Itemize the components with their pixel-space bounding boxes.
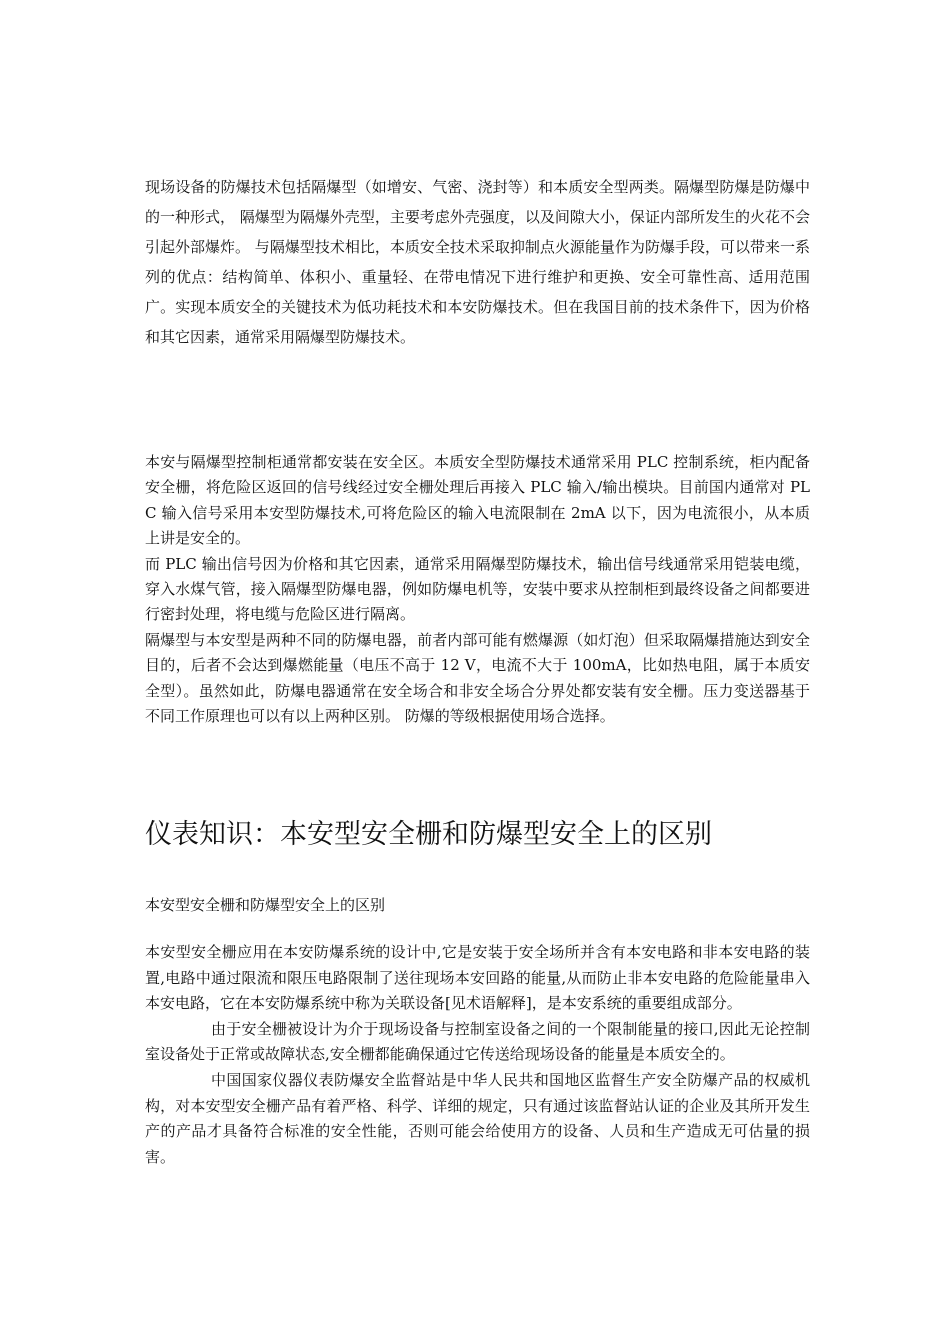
paragraph-barrier-intro: 本安型安全栅应用在本安防爆系统的设计中,它是安装于安全场所并含有本安电路和非本安电路的装置,电路中通过限流和限压电路限制了送往现场本安回路的能量,从而防止非本安电路的危险能量串入本安电路，它在本安防爆系统中称为关联设备[见术语解释]，是本安系统的重要组成部分。 [145,943,810,1013]
intro-paragraph: 现场设备的防爆技术包括隔爆型（如增安、气密、浇封等）和本质安全型两类。隔爆型防爆是防爆中的一种形式， 隔爆型为隔爆外壳型，主要考虑外壳强度，以及间隙大小，保证内部所发生的火花不会引起外部爆炸。 与隔爆型技术相比，本质安全技术采取抑制点火源能量作为防爆手段，可以带来一系列的优点：结构简单、体积小、重量轻、在带电情况下进行维护和更换、安全可靠性高、适用范围广。实现本质安全的关键技术为低功耗技术和本安防爆技术。但在我国目前的技术条件下，因为价格和其它因素，通常采用隔爆型防爆技术。 [145,178,810,346]
paragraph-barrier-interface: 由于安全栅被设计为介于现场设备与控制室设备之间的一个限制能量的接口,因此无论控制室设备处于正常或故障状态,安全栅都能确保通过它传送给现场设备的能量是本质安全的。 [145,1019,810,1064]
article-title: 仪表知识：本安型安全栅和防爆型安全上的区别 [145,819,712,850]
article-subtitle: 本安型安全栅和防爆型安全上的区别 [145,896,386,914]
paragraph-supervision-station: 中国国家仪器仪表防爆安全监督站是中华人民共和国地区监督生产安全防爆产品的权威机构，对本安型安全栅产品有着严格、科学、详细的规定，只有通过该监督站认证的企业及其所开发生产的产品才具备符合标准的安全性能，否则可能会给使用方的设备、人员和生产造成无可估量的损害。 [145,1070,810,1166]
paragraph-control-cabinet: 本安与隔爆型控制柜通常都安装在安全区。本质安全型防爆技术通常采用 PLC 控制系统，柜内配备安全栅，将危险区返回的信号线经过安全栅处理后再接入 PLC 输入/输出模块。目前国内通常对 PLC 输入信号采用本安型防爆技术,可将危险区的输入电流限制在 2mA 以下，因为电流很小，从本质上讲是安全的。 [145,453,810,548]
control-cabinet-section [145,450,810,729]
paragraph-plc-output: 而 PLC 输出信号因为价格和其它因素，通常采用隔爆型防爆技术，输出信号线通常采用铠装电缆，穿入水煤气管，接入隔爆型防爆电器，例如防爆电机等，安装中要求从控制柜到最终设备之间都要进行密封处理，将电缆与危险区进行隔离。 [145,554,810,624]
safety-barrier-section [145,940,810,1170]
paragraph-explosion-types: 隔爆型与本安型是两种不同的防爆电器，前者内部可能有燃爆源（如灯泡）但采取隔爆措施达到安全目的，后者不会达到爆燃能量（电压不高于 12 V，电流不大于 100mA，比如热电阻，属于本质安全型）。虽然如此，防爆电器通常在安全场合和非安全场合分界处都安装有安全栅。压力变送器基于不同工作原理也可以有以上两种区别。 防爆的等级根据使用场合选择。 [145,630,810,726]
